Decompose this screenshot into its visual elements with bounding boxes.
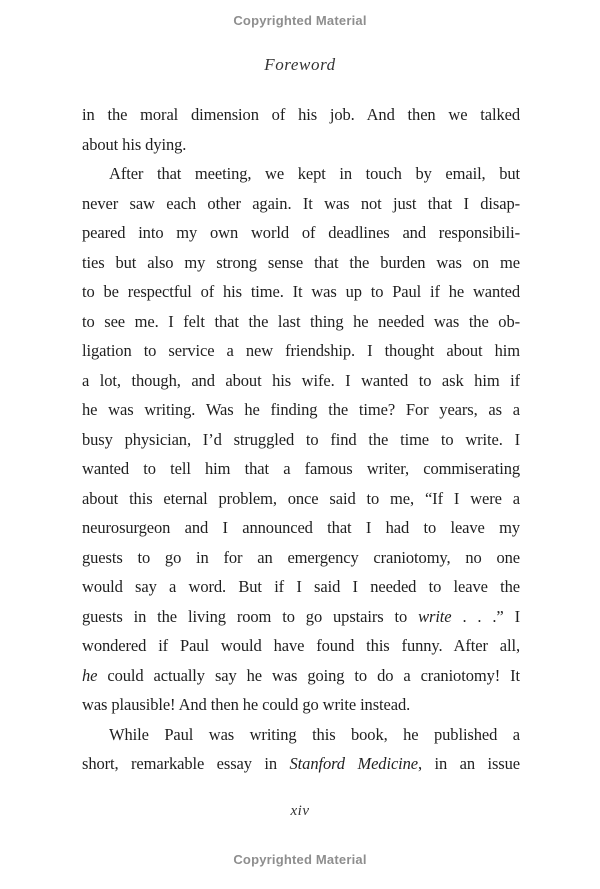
text-run: . . .” I — [451, 606, 520, 626]
text-line — [82, 336, 520, 366]
text-run: guests in the living room to go upstairs to — [82, 606, 419, 626]
text-line — [82, 395, 520, 425]
text-run: guests to go in for an emergency craniotomy, no one — [82, 547, 520, 567]
text-line — [82, 749, 520, 779]
text-line — [82, 218, 520, 248]
text-line — [82, 159, 520, 189]
text-run: about his dying. — [82, 134, 187, 154]
text-run: never saw each other again. It was not just that I disap- — [82, 193, 520, 213]
text-line — [82, 366, 520, 396]
text-run: in the moral dimension of his job. And then we talked — [82, 105, 520, 124]
text-run: about this eternal problem, once said to me, “If I were a — [82, 488, 520, 508]
text-line — [82, 513, 520, 543]
text-line — [82, 454, 520, 484]
text-line — [82, 248, 520, 278]
text-line — [82, 307, 520, 337]
text-line — [82, 100, 520, 130]
page-number: xiv — [290, 803, 310, 819]
italic-text-run: write — [418, 606, 452, 626]
text-line — [82, 543, 520, 573]
body-text — [82, 100, 520, 779]
text-run: could actually say he was going to do a craniotomy! It — [97, 665, 520, 685]
text-run: peared into my own world of deadlines and responsibili- — [82, 223, 520, 242]
text-run: , in an issue — [418, 754, 520, 773]
text-line — [82, 484, 520, 514]
text-line — [82, 690, 520, 720]
text-line — [82, 602, 520, 632]
text-run: short, remarkable essay in — [82, 754, 290, 773]
text-run: he was writing. Was he finding the time? For years, as a — [82, 400, 520, 419]
text-run: After that meeting, we kept in touch by email, but — [109, 164, 520, 183]
text-line — [82, 631, 520, 661]
text-run: a lot, though, and about his wife. I wanted to ask him if — [82, 370, 520, 390]
text-run: wanted to tell him that a famous writer, commiserating — [82, 459, 520, 478]
text-run: to be respectful of his time. It was up to Paul if he wanted — [82, 282, 520, 301]
copyright-banner-bottom: Copyrighted Material — [233, 852, 367, 867]
text-run: neurosurgeon and I announced that I had to leave my — [82, 518, 520, 537]
text-line — [82, 425, 520, 455]
text-run: ties but also my strong sense that the burden was on me — [82, 252, 520, 272]
chapter-title: Foreword — [264, 55, 336, 74]
text-line — [82, 277, 520, 307]
copyright-banner-top: Copyrighted Material — [233, 13, 367, 28]
text-run: While Paul was writing this book, he published a — [109, 724, 520, 744]
italic-text-run: Stanford Medicine — [289, 754, 419, 773]
text-line — [82, 130, 520, 160]
italic-text-run: he — [82, 665, 98, 685]
text-run: to see me. I felt that the last thing he needed was the ob- — [82, 311, 520, 331]
text-line — [82, 720, 520, 750]
text-run: busy physician, I’d struggled to find the time to write. I — [82, 429, 520, 449]
text-line — [82, 189, 520, 219]
text-run: would say a word. But if I said I needed to leave the — [82, 577, 520, 596]
text-line — [82, 572, 520, 602]
text-run: ligation to service a new friendship. I thought about him — [82, 341, 520, 360]
text-line — [82, 661, 520, 691]
text-run: wondered if Paul would have found this funny. After all, — [82, 636, 520, 655]
text-run: was plausible! And then he could go write instead. — [82, 695, 411, 714]
